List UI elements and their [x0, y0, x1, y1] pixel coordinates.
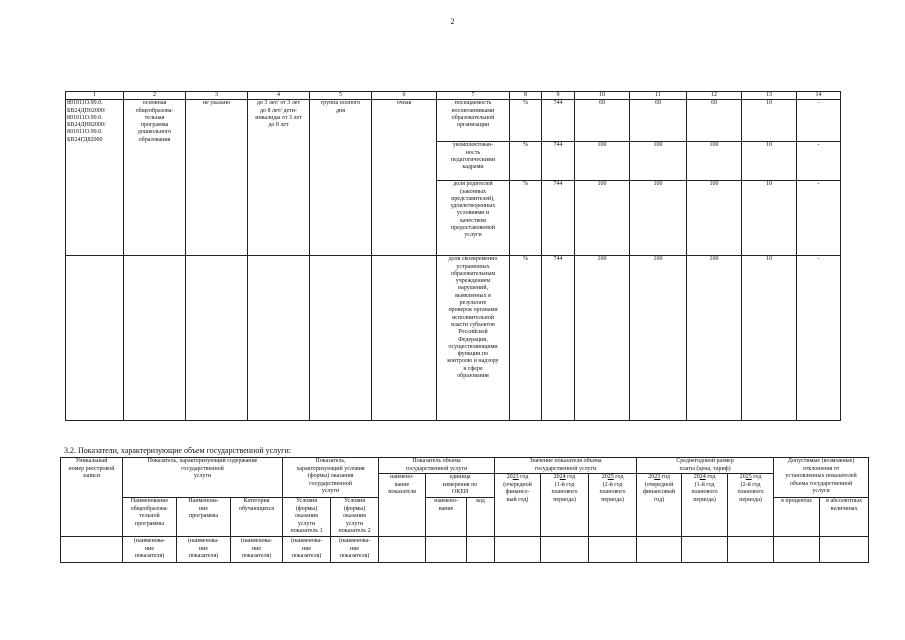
empty-cell: [186, 256, 248, 421]
content-indicator-header: Показатель, характеризующий содержание государственной услуги: [123, 458, 283, 498]
col-number: 5: [310, 92, 372, 100]
year-prefix: 20: [601, 474, 608, 481]
col-number: 10: [575, 92, 630, 100]
table-row: [66, 100, 841, 142]
col-number: 9: [542, 92, 575, 100]
category-cell: не указано: [186, 100, 248, 256]
col-number: 14: [797, 92, 841, 100]
registry-number-cell: 801011О.99.0. БВ24ДП02000/ 801011О.99.0. БВ24ДН82000/ 801011О.99.0. БВ24ГД82000: [66, 100, 124, 256]
empty-cell: [682, 536, 728, 562]
hint-row: [61, 536, 869, 562]
deviation-pct-cell: 10: [742, 181, 797, 256]
deviation-abs-header: в абсолютных величинах: [820, 497, 869, 536]
empty-cell: [541, 536, 589, 562]
year-value: 25: [745, 474, 752, 481]
price-header: Среднегодовой размер платы (цена, тариф): [637, 458, 774, 474]
volume-indicators-table: [60, 457, 869, 563]
value-cell: 100: [687, 181, 742, 256]
empty-cell: [637, 536, 682, 562]
period-label: (1-й год планового периода): [551, 481, 578, 503]
unit-cell: %: [510, 181, 542, 256]
form-cell: очная: [372, 100, 437, 256]
value-cell: 100: [687, 142, 742, 181]
year-value: 23: [512, 474, 519, 481]
empty-cell: [372, 256, 437, 421]
col-number: 3: [186, 92, 248, 100]
unit-code-header: код: [467, 497, 495, 536]
empty-cell: [124, 256, 186, 421]
year-2-header: [541, 474, 589, 537]
col-number: 6: [372, 92, 437, 100]
year-prefix: 20: [553, 474, 560, 481]
volume-name-header: наимено- вание показателя: [379, 474, 426, 537]
group-cell: группа полного дня: [310, 100, 372, 256]
period-label: (очередной финансо- вый год): [503, 481, 532, 503]
year-word: год: [707, 474, 716, 481]
deviation-header: Допустимые (возможные) отклонения от установленных показателей объема государственной услуги: [774, 458, 869, 498]
year-3-header: [589, 474, 637, 537]
indicator-name-cell: укомплектован- ность педагогическими кадрами: [437, 142, 510, 181]
header-row: [61, 458, 869, 474]
empty-cell: [310, 256, 372, 421]
unit-cell: %: [510, 142, 542, 181]
year-prefix: 20: [739, 474, 746, 481]
indicator-name-cell: посещаемость воспитанниками образовательной организации: [437, 100, 510, 142]
empty-cell: [495, 536, 541, 562]
value-cell: 69: [687, 100, 742, 142]
period-label: (очередной финансовый год): [643, 481, 675, 503]
value-cell: 100: [630, 142, 687, 181]
category-header: Категория обучающихся: [231, 497, 283, 536]
col-number: 11: [630, 92, 687, 100]
deviation-pct-header: в процентах: [774, 497, 820, 536]
name-hint: (наименова- ние показателя): [123, 536, 177, 562]
year-value: 25: [607, 474, 614, 481]
value-cell: 100: [575, 142, 630, 181]
year-1-header: [495, 474, 541, 537]
indicator-name-cell: доля родителей (законных представителей), удовлетворенных условиями и качеством предоставляемой услуги: [437, 181, 510, 256]
unit-cell: %: [510, 100, 542, 142]
price-year-2-header: [682, 474, 728, 537]
year-prefix: 20: [506, 474, 513, 481]
year-word: год: [520, 474, 529, 481]
deviation-abs-cell: -: [797, 142, 841, 181]
value-cell: 69: [575, 100, 630, 142]
column-number-row: [66, 92, 841, 100]
name-hint: (наименова- ние показателя): [231, 536, 283, 562]
empty-cell: [774, 536, 820, 562]
indicator-name-cell: доля своевременно устраненных образовательным учреждением нарушений, выявленных в результате проверок органами исполнительной власти субъектов Российской Федерации, осуществляющими функции по контролю и надзору в сфере образования: [437, 256, 510, 421]
unit-header: единица измерения по ОКЕИ: [426, 474, 495, 498]
col-number: 4: [248, 92, 310, 100]
value-cell: 100: [630, 181, 687, 256]
col-number: 8: [510, 92, 542, 100]
empty-cell: [248, 256, 310, 421]
empty-cell: [728, 536, 774, 562]
program-cell: основная общеобразова- тельная программа дошкольного образования: [124, 100, 186, 256]
code-cell: 744: [542, 100, 575, 142]
year-value: 23: [654, 474, 661, 481]
year-word: год: [753, 474, 762, 481]
col-number: 12: [687, 92, 742, 100]
registry-number-header: Уникальный номер реестровой записи: [61, 458, 123, 537]
value-cell: 100: [575, 181, 630, 256]
col-number: 13: [742, 92, 797, 100]
page-number: 2: [450, 17, 455, 26]
condition-2-header: Условия (формы) оказания услуги показатель 2: [331, 497, 379, 536]
program-name-header: Наименование общеобразова- тельной программы: [123, 497, 177, 536]
price-year-1-header: [637, 474, 682, 537]
section-heading: 3.2. Показатели, характеризующие объем государственной услуги:: [64, 446, 291, 455]
code-cell: 744: [542, 256, 575, 421]
year-value: 24: [559, 474, 566, 481]
quality-indicators-table: [65, 91, 841, 421]
name-hint: (наименова- ние показателя): [331, 536, 379, 562]
period-label: (2-й год планового периода): [599, 481, 626, 503]
year-value: 24: [699, 474, 706, 481]
empty-cell: [820, 536, 869, 562]
volume-indicator-header: Показатель объема государственной услуги: [379, 458, 495, 474]
name-hint: (наименова- ние показателя): [177, 536, 231, 562]
empty-cell: [379, 536, 426, 562]
period-label: (1-й год планового периода): [691, 481, 718, 503]
empty-cell: [61, 536, 123, 562]
year-word: год: [661, 474, 670, 481]
empty-cell: [589, 536, 637, 562]
value-cell: 100: [630, 256, 687, 421]
value-cell: 100: [687, 256, 742, 421]
deviation-abs-cell: -: [797, 256, 841, 421]
empty-cell: [426, 536, 467, 562]
program-header: Наименова- ние программы: [177, 497, 231, 536]
deviation-pct-cell: 10: [742, 142, 797, 181]
col-number: 1: [66, 92, 124, 100]
year-prefix: 20: [693, 474, 700, 481]
col-number: 2: [124, 92, 186, 100]
value-cell: 100: [575, 256, 630, 421]
code-cell: 744: [542, 142, 575, 181]
volume-values-header: Значение показателя объема государственной услуги: [495, 458, 637, 474]
name-hint: (наименова- ние показателя): [283, 536, 331, 562]
empty-cell: [66, 256, 124, 421]
empty-cell: [467, 536, 495, 562]
deviation-abs-cell: -: [797, 181, 841, 256]
deviation-pct-cell: 10: [742, 100, 797, 142]
code-cell: 744: [542, 181, 575, 256]
deviation-pct-cell: 10: [742, 256, 797, 421]
deviation-abs-cell: -: [797, 100, 841, 142]
period-label: (2-й год планового периода): [737, 481, 764, 503]
value-cell: 69: [630, 100, 687, 142]
year-word: год: [615, 474, 624, 481]
unit-cell: %: [510, 256, 542, 421]
year-word: год: [567, 474, 576, 481]
table-row: [66, 256, 841, 421]
year-prefix: 20: [648, 474, 655, 481]
age-cell: до 3 лет/ от 3 лет до 8 лет/ дети- инвалиды от 3 лет до 8 лет: [248, 100, 310, 256]
conditions-indicator-header: Показатель, характеризующий условия (формы) оказания государственной услуги: [283, 458, 379, 498]
col-number: 7: [437, 92, 510, 100]
unit-name-header: наимено- вание: [426, 497, 467, 536]
price-year-3-header: [728, 474, 774, 537]
condition-1-header: Условия (формы) оказания услуги показатель 1: [283, 497, 331, 536]
